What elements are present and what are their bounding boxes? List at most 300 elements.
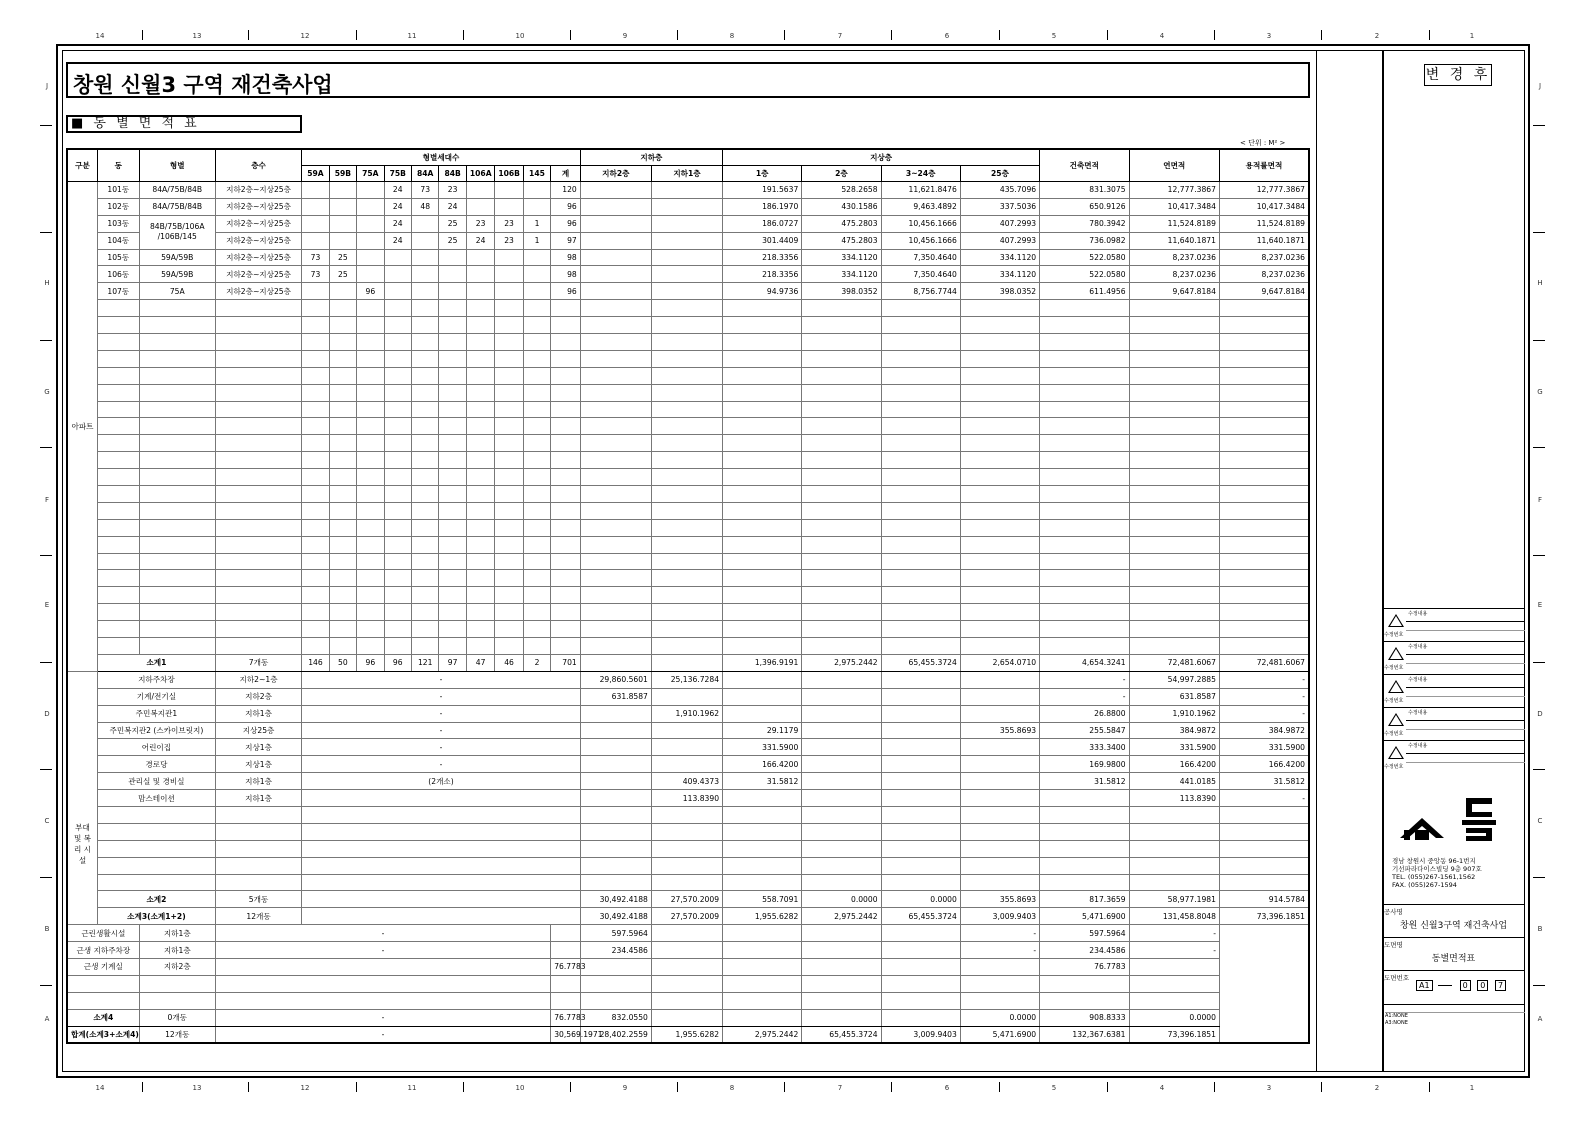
gr-area <box>651 925 722 942</box>
empty-cell <box>1129 334 1219 351</box>
empty-cell <box>1129 452 1219 469</box>
header-ug: 지하2층 <box>580 166 651 182</box>
empty-cell <box>881 857 960 874</box>
subtotal-floors: 5개동 <box>215 891 301 908</box>
building-area: 26.8800 <box>1040 705 1129 722</box>
gr-area: 9,463.4892 <box>881 198 960 215</box>
empty-cell <box>439 401 466 418</box>
ruler-letter: G <box>44 388 50 396</box>
scale-a3: A3:NONE <box>1385 1020 1408 1026</box>
table-row <box>67 975 1309 992</box>
empty-cell <box>466 604 494 621</box>
ruler-tick <box>40 232 52 233</box>
empty-cell <box>357 350 384 367</box>
empty-cell <box>881 317 960 334</box>
empty-cell <box>215 536 301 553</box>
gr-area: 2,975.2442 <box>723 1026 802 1043</box>
empty-cell <box>651 367 722 384</box>
floors-cell: 지하2층~지상25층 <box>215 266 301 283</box>
header-gr: 2층 <box>802 166 881 182</box>
empty-cell <box>960 317 1039 334</box>
unit-count <box>302 283 329 300</box>
empty-cell <box>960 401 1039 418</box>
building-area: 255.5847 <box>1040 722 1129 739</box>
gr-area: 337.5036 <box>960 198 1039 215</box>
empty-cell <box>439 587 466 604</box>
empty-cell <box>357 469 384 486</box>
empty-cell <box>329 435 356 452</box>
empty-cell <box>1129 621 1219 638</box>
empty-cell <box>960 300 1039 317</box>
table-row <box>67 570 1309 587</box>
empty-cell <box>881 570 960 587</box>
dong-cell: 105동 <box>97 249 139 266</box>
total-area: 8,237.0236 <box>1129 266 1219 283</box>
empty-cell <box>1129 823 1219 840</box>
table-row <box>67 553 1309 570</box>
empty-cell <box>580 604 651 621</box>
empty-cell <box>97 350 139 367</box>
top-ruler <box>0 30 1586 42</box>
building-area <box>960 958 1039 975</box>
empty-cell <box>215 502 301 519</box>
unit-label: < 단위 : M² > <box>1240 139 1286 147</box>
empty-cell <box>139 587 215 604</box>
empty-cell <box>802 418 881 435</box>
building-area: 0.0000 <box>960 1009 1039 1026</box>
empty-cell <box>551 401 581 418</box>
unit-count: - <box>215 1009 550 1026</box>
empty-cell <box>411 587 438 604</box>
empty-cell <box>580 452 651 469</box>
unit-count <box>466 249 494 266</box>
empty-cell <box>523 604 550 621</box>
empty-cell <box>215 553 301 570</box>
total-area: 234.4586 <box>1040 942 1129 959</box>
empty-cell <box>139 519 215 536</box>
unit-count <box>523 182 550 199</box>
empty-cell <box>1129 536 1219 553</box>
empty-cell <box>302 469 329 486</box>
total-area: 331.5900 <box>1129 739 1219 756</box>
table-row <box>67 418 1309 435</box>
revision-number-label: 수정번호 <box>1384 764 1404 770</box>
unit-count <box>215 958 550 975</box>
empty-cell <box>1040 367 1129 384</box>
empty-cell <box>802 857 881 874</box>
empty-cell <box>1219 857 1309 874</box>
total-area: 54,997.2885 <box>1129 671 1219 688</box>
building-area: - <box>960 942 1039 959</box>
empty-cell <box>439 638 466 655</box>
empty-cell <box>580 469 651 486</box>
ruler-number: 6 <box>944 1084 950 1092</box>
empty-cell <box>580 874 651 891</box>
empty-cell <box>97 486 139 503</box>
gr-area <box>651 1009 722 1026</box>
ug-area <box>651 232 722 249</box>
gr-area: 94.9736 <box>723 283 802 300</box>
empty-cell <box>651 874 722 891</box>
address-line-1: 경남 창원시 중앙동 96-1번지 <box>1392 857 1476 865</box>
ug-area <box>651 182 722 199</box>
empty-cell <box>551 587 581 604</box>
empty-cell <box>723 334 802 351</box>
building-area: 333.3400 <box>1040 739 1129 756</box>
empty-cell <box>723 587 802 604</box>
empty-cell <box>439 334 466 351</box>
empty-cell <box>411 384 438 401</box>
ug-area: 30,492.4188 <box>580 908 651 925</box>
empty-cell <box>1129 401 1219 418</box>
empty-cell <box>411 519 438 536</box>
empty-cell <box>357 452 384 469</box>
empty-cell <box>960 806 1039 823</box>
ruler-letter: B <box>1537 925 1543 933</box>
empty-cell <box>411 638 438 655</box>
empty-cell <box>580 334 651 351</box>
revision-row <box>1382 641 1525 675</box>
empty-cell <box>523 519 550 536</box>
gr-area: 334.1120 <box>960 249 1039 266</box>
gr-area <box>802 925 881 942</box>
empty-cell <box>881 300 960 317</box>
empty-cell <box>960 823 1039 840</box>
empty-cell <box>802 502 881 519</box>
empty-cell <box>802 587 881 604</box>
unit-count: 25 <box>439 232 466 249</box>
subtotal-floors: 0개동 <box>139 1009 215 1026</box>
ruler-number: 3 <box>1266 1084 1272 1092</box>
total-area: 12,777.3867 <box>1129 182 1219 199</box>
empty-cell <box>97 823 215 840</box>
empty-cell <box>439 519 466 536</box>
empty-cell <box>523 401 550 418</box>
empty-cell <box>302 519 329 536</box>
category-facilities-label: 부대 및 복리 시설 <box>73 822 92 865</box>
empty-cell <box>580 992 651 1009</box>
empty-cell <box>723 317 802 334</box>
empty-cell <box>651 587 722 604</box>
empty-cell <box>881 519 960 536</box>
building-area: 522.0580 <box>1040 266 1129 283</box>
gr-area <box>881 925 960 942</box>
gr-area <box>881 705 960 722</box>
empty-cell <box>302 435 329 452</box>
empty-cell <box>1219 300 1309 317</box>
table-row <box>67 232 1309 249</box>
gr-area: 2,975.2442 <box>802 908 881 925</box>
floors-cell: 지하1층 <box>139 925 215 942</box>
empty-cell <box>802 840 881 857</box>
empty-cell <box>329 502 356 519</box>
empty-cell <box>1219 401 1309 418</box>
empty-cell <box>960 502 1039 519</box>
header-ground: 지상층 <box>723 149 1040 166</box>
ruler-tick <box>784 30 785 40</box>
fax: FAX. (055)267-1594 <box>1392 881 1457 889</box>
empty-cell <box>723 384 802 401</box>
empty-cell <box>139 975 215 992</box>
empty-cell <box>523 435 550 452</box>
empty-cell <box>551 992 581 1009</box>
empty-cell <box>495 317 523 334</box>
table-row <box>67 604 1309 621</box>
empty-cell <box>881 823 960 840</box>
ruler-letter: B <box>44 925 50 933</box>
empty-cell <box>1040 519 1129 536</box>
gr-area <box>960 688 1039 705</box>
empty-cell <box>384 435 411 452</box>
empty-cell <box>1129 570 1219 587</box>
empty-cell <box>329 384 356 401</box>
header-unit-type: 75A <box>357 166 384 182</box>
empty-cell <box>1040 806 1129 823</box>
ug-area: 832.0550 <box>580 1009 651 1026</box>
revision-number-label: 수정번호 <box>1384 698 1404 704</box>
empty-cell <box>139 300 215 317</box>
ruler-tick <box>248 1082 249 1092</box>
building-area: 831.3075 <box>1040 182 1129 199</box>
number-digit: 0 <box>1460 980 1471 991</box>
empty-cell <box>97 621 139 638</box>
empty-cell <box>960 992 1039 1009</box>
ruler-number: 7 <box>837 32 843 40</box>
building-area: 780.3942 <box>1040 215 1129 232</box>
empty-cell <box>302 536 329 553</box>
empty-cell <box>881 621 960 638</box>
empty-cell <box>802 874 881 891</box>
header-unit-type: 계 <box>551 166 581 182</box>
empty-cell <box>802 452 881 469</box>
total-area: 9,647.8184 <box>1129 283 1219 300</box>
empty-cell <box>1040 418 1129 435</box>
floors-cell: 지하2~1층 <box>215 671 301 688</box>
empty-cell <box>1219 469 1309 486</box>
unit-count: - <box>215 1026 550 1043</box>
empty-cell <box>1129 604 1219 621</box>
empty-cell <box>215 317 301 334</box>
empty-cell <box>580 587 651 604</box>
gr-area: 186.1970 <box>723 198 802 215</box>
empty-cell <box>551 418 581 435</box>
type-cell: 75A <box>139 283 215 300</box>
empty-cell <box>960 621 1039 638</box>
empty-cell <box>1219 806 1309 823</box>
gr-area: 407.2993 <box>960 215 1039 232</box>
empty-cell <box>466 418 494 435</box>
address-line-2: 기선파라다이스빌딩 9층 907호 <box>1392 865 1482 873</box>
empty-cell <box>439 300 466 317</box>
ruler-number: 14 <box>95 32 105 40</box>
empty-cell <box>1219 502 1309 519</box>
empty-cell <box>302 604 329 621</box>
empty-cell <box>1219 486 1309 503</box>
gr-area <box>881 739 960 756</box>
unit-count: 23 <box>466 215 494 232</box>
ruler-letter: J <box>1538 82 1542 90</box>
ruler-letter: H <box>1537 279 1543 287</box>
table-row <box>67 840 1309 857</box>
empty-cell <box>723 806 802 823</box>
empty-cell <box>215 604 301 621</box>
ug-area <box>651 654 722 671</box>
ug-area <box>580 705 651 722</box>
empty-cell <box>215 300 301 317</box>
empty-cell <box>215 435 301 452</box>
table-row <box>67 671 1309 688</box>
empty-cell <box>357 553 384 570</box>
total-area: 384.9872 <box>1129 722 1219 739</box>
subtotal-floors: 12개동 <box>139 1026 215 1043</box>
header-type: 형별 <box>139 149 215 182</box>
empty-cell <box>357 418 384 435</box>
empty-cell <box>215 418 301 435</box>
table-row <box>67 401 1309 418</box>
header-underground: 지하층 <box>580 149 722 166</box>
empty-cell <box>215 587 301 604</box>
unit-count: 24 <box>384 232 411 249</box>
empty-cell <box>523 486 550 503</box>
empty-cell <box>551 621 581 638</box>
unit-count: 73 <box>302 266 329 283</box>
empty-cell <box>1219 317 1309 334</box>
empty-cell <box>411 604 438 621</box>
revision-row <box>1382 608 1525 642</box>
gr-area: 334.1120 <box>802 249 881 266</box>
floors-cell: 지하2층~지상25층 <box>215 249 301 266</box>
ruler-tick <box>356 1082 357 1092</box>
empty-cell <box>580 570 651 587</box>
revision-label: 수정내용 <box>1408 644 1428 650</box>
floors-cell: 지하2층~지상25층 <box>215 215 301 232</box>
floors-cell: 지하1층 <box>215 773 301 790</box>
ug-area: 30,569.1971 <box>551 1026 581 1043</box>
empty-cell <box>551 384 581 401</box>
empty-cell <box>139 367 215 384</box>
empty-cell <box>67 975 139 992</box>
unit-count: 96 <box>357 654 384 671</box>
gr-area: 1,396.9191 <box>723 654 802 671</box>
empty-cell <box>495 452 523 469</box>
unit-count: 98 <box>551 249 581 266</box>
building-area: 4,654.3241 <box>1040 654 1129 671</box>
gr-area <box>802 705 881 722</box>
gr-area: 3,009.9403 <box>960 908 1039 925</box>
ug-area <box>651 688 722 705</box>
empty-cell <box>580 638 651 655</box>
empty-cell <box>523 469 550 486</box>
table-row <box>67 249 1309 266</box>
revision-triangle-icon <box>1388 746 1404 759</box>
far-area: 72,481.6067 <box>1219 654 1309 671</box>
far-area: - <box>1219 688 1309 705</box>
empty-cell <box>723 975 802 992</box>
far-area: 12,777.3867 <box>1219 182 1309 199</box>
empty-cell <box>551 502 581 519</box>
ruler-tick <box>1533 985 1545 986</box>
empty-cell <box>329 536 356 553</box>
table-row <box>67 182 1309 199</box>
empty-cell <box>580 435 651 452</box>
empty-cell <box>215 401 301 418</box>
project-label: 공사명 <box>1384 908 1403 916</box>
empty-cell <box>329 300 356 317</box>
empty-cell <box>802 975 881 992</box>
ug-area <box>580 182 651 199</box>
table-row <box>67 925 1309 942</box>
ruler-number: 3 <box>1266 32 1272 40</box>
unit-count <box>384 266 411 283</box>
unit-count: - <box>302 671 581 688</box>
empty-cell <box>411 435 438 452</box>
empty-cell <box>1129 418 1219 435</box>
revision-triangle-icon <box>1388 680 1404 693</box>
commercial-name: 근생 지하주차장 <box>67 942 139 959</box>
empty-cell <box>723 350 802 367</box>
empty-cell <box>802 992 881 1009</box>
empty-cell <box>329 367 356 384</box>
empty-cell <box>1040 452 1129 469</box>
gr-area <box>651 958 722 975</box>
ruler-number: 14 <box>95 1084 105 1092</box>
unit-count <box>439 249 466 266</box>
ruler-tick <box>677 1082 678 1092</box>
empty-cell <box>215 367 301 384</box>
empty-cell <box>357 638 384 655</box>
commercial-name: 근린생활시설 <box>67 925 139 942</box>
table-row <box>67 300 1309 317</box>
table-row <box>67 823 1309 840</box>
unit-count: 120 <box>551 182 581 199</box>
gr-area: 301.4409 <box>723 232 802 249</box>
empty-cell <box>466 435 494 452</box>
empty-cell <box>802 350 881 367</box>
ruler-tick <box>40 769 52 770</box>
table-row <box>67 874 1309 891</box>
gr-area: 191.5637 <box>723 182 802 199</box>
gr-area: 65,455.3724 <box>881 908 960 925</box>
empty-cell <box>523 384 550 401</box>
empty-cell <box>881 874 960 891</box>
revision-triangle-icon <box>1388 647 1404 660</box>
empty-cell <box>384 519 411 536</box>
table-row <box>67 806 1309 823</box>
unit-count <box>495 182 523 199</box>
gr-area <box>723 958 802 975</box>
gr-area: 334.1120 <box>802 266 881 283</box>
empty-cell <box>723 418 802 435</box>
unit-count <box>302 790 581 807</box>
gr-area <box>723 942 802 959</box>
unit-count <box>302 182 329 199</box>
ruler-tick <box>570 1082 571 1092</box>
header-gr: 1층 <box>723 166 802 182</box>
table-row <box>67 334 1309 351</box>
ruler-tick <box>1533 769 1545 770</box>
gr-area <box>881 671 960 688</box>
empty-cell <box>802 317 881 334</box>
ruler-tick <box>1107 30 1108 40</box>
empty-cell <box>466 570 494 587</box>
unit-count <box>329 198 356 215</box>
empty-cell <box>302 401 329 418</box>
empty-cell <box>329 519 356 536</box>
empty-cell <box>139 502 215 519</box>
ug-area <box>580 198 651 215</box>
empty-cell <box>1219 350 1309 367</box>
empty-cell <box>97 435 139 452</box>
